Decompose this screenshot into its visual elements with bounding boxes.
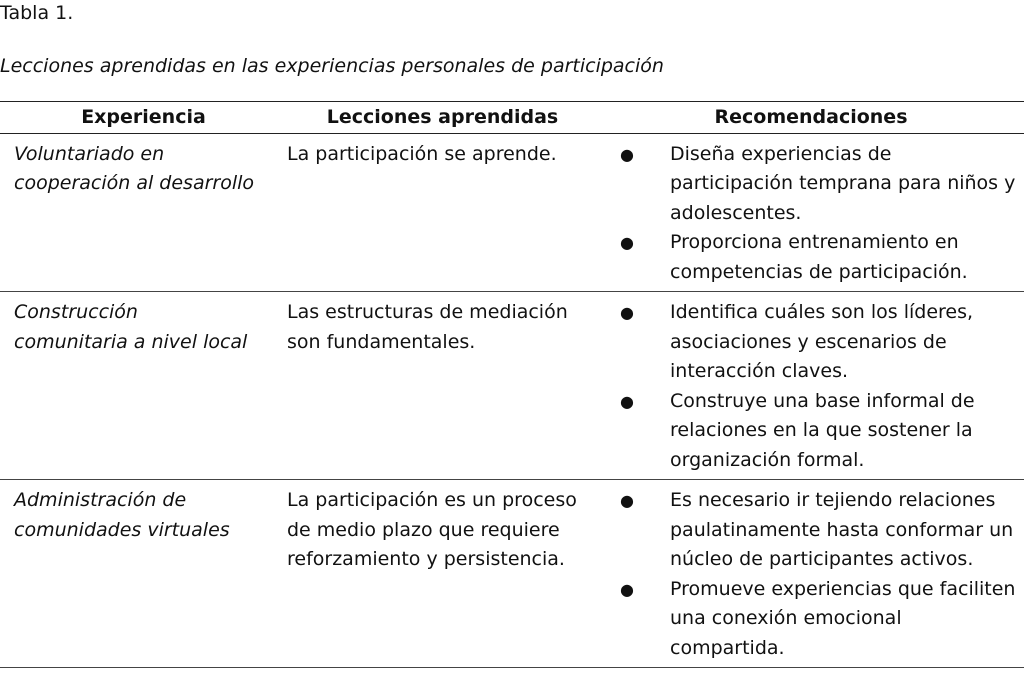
bullet-icon: ● bbox=[620, 391, 634, 411]
cell-leccion bbox=[287, 480, 598, 668]
recommendation-item bbox=[598, 387, 1024, 476]
cell-leccion-line: La participación se aprende. bbox=[287, 142, 557, 165]
bullet-icon: ● bbox=[620, 491, 634, 510]
recommendation-list bbox=[598, 486, 1024, 663]
cell-experiencia-line: Voluntariado en bbox=[14, 142, 165, 165]
bullet-icon: ● bbox=[620, 233, 634, 252]
recommendation-line: paulatinamente hasta conformar un bbox=[670, 518, 1014, 541]
cell-experiencia-line: comunitaria a nivel local bbox=[14, 330, 248, 353]
recommendation-line: Diseña experiencias de bbox=[670, 142, 892, 165]
table-header-row bbox=[0, 102, 1024, 134]
recommendation-item bbox=[598, 140, 1024, 229]
bullet-icon: ● bbox=[620, 303, 634, 322]
recommendation-line: competencias de participación. bbox=[670, 260, 968, 283]
lessons-table bbox=[0, 101, 1024, 668]
recommendation-line: Es necesario ir tejiendo relaciones bbox=[670, 489, 996, 511]
cell-leccion-line: La participación es un proceso bbox=[287, 489, 577, 511]
recommendation-line: una conexión emocional bbox=[670, 607, 902, 629]
cell-leccion bbox=[287, 292, 598, 480]
bullet-icon: ● bbox=[620, 579, 634, 599]
cell-experiencia bbox=[0, 133, 287, 292]
cell-leccion bbox=[287, 133, 598, 292]
table-row bbox=[0, 292, 1024, 480]
recommendation-line: participación temprana para niños y bbox=[670, 172, 1016, 194]
recommendation-line: interacción claves. bbox=[670, 360, 849, 382]
recommendation-line: Identifica cuáles son los líderes, bbox=[670, 301, 974, 323]
cell-leccion-line: de medio plazo que requiere bbox=[287, 518, 560, 541]
header-recomendaciones: Recomendaciones bbox=[598, 102, 1024, 134]
header-experiencia: Experiencia bbox=[0, 102, 287, 134]
cell-leccion-line: son fundamentales. bbox=[287, 330, 476, 353]
recommendation-line: Proporciona entrenamiento en bbox=[670, 231, 959, 253]
cell-recomendaciones bbox=[598, 292, 1024, 480]
cell-recomendaciones bbox=[598, 480, 1024, 668]
recommendation-item bbox=[598, 228, 1024, 287]
table-row bbox=[0, 480, 1024, 668]
bullet-icon: ● bbox=[620, 144, 634, 164]
table-title: Lecciones aprendidas en las experiencias personales de participación bbox=[0, 55, 664, 77]
recommendation-item bbox=[598, 298, 1024, 387]
cell-recomendaciones bbox=[598, 133, 1024, 292]
recommendation-line: núcleo de participantes activos. bbox=[670, 548, 974, 570]
recommendation-line: adolescentes. bbox=[670, 201, 802, 224]
recommendation-line: Construye una base informal de bbox=[670, 389, 975, 412]
recommendation-line: compartida. bbox=[670, 636, 785, 659]
cell-leccion-line: reforzamiento y persistencia. bbox=[287, 548, 565, 570]
cell-experiencia-line: cooperación al desarrollo bbox=[14, 172, 255, 194]
cell-experiencia-line: comunidades virtuales bbox=[14, 518, 230, 541]
recommendation-list bbox=[598, 140, 1024, 288]
cell-experiencia-line: Construcción bbox=[14, 301, 138, 323]
recommendation-line: organización formal. bbox=[670, 448, 865, 471]
cell-leccion-line: Las estructuras de mediación bbox=[287, 301, 568, 323]
recommendation-line: relaciones en la que sostener la bbox=[670, 419, 973, 441]
recommendation-line: asociaciones y escenarios de bbox=[670, 330, 947, 353]
recommendation-line: Promueve experiencias que faciliten bbox=[670, 577, 1016, 600]
recommendation-item bbox=[598, 575, 1024, 664]
cell-experiencia bbox=[0, 480, 287, 668]
header-lecciones: Lecciones aprendidas bbox=[287, 102, 598, 134]
table-row bbox=[0, 133, 1024, 292]
recommendation-item bbox=[598, 486, 1024, 575]
cell-experiencia bbox=[0, 292, 287, 480]
recommendation-list bbox=[598, 298, 1024, 475]
cell-experiencia-line: Administración de bbox=[14, 489, 187, 511]
table-label: Tabla 1. bbox=[0, 2, 74, 24]
